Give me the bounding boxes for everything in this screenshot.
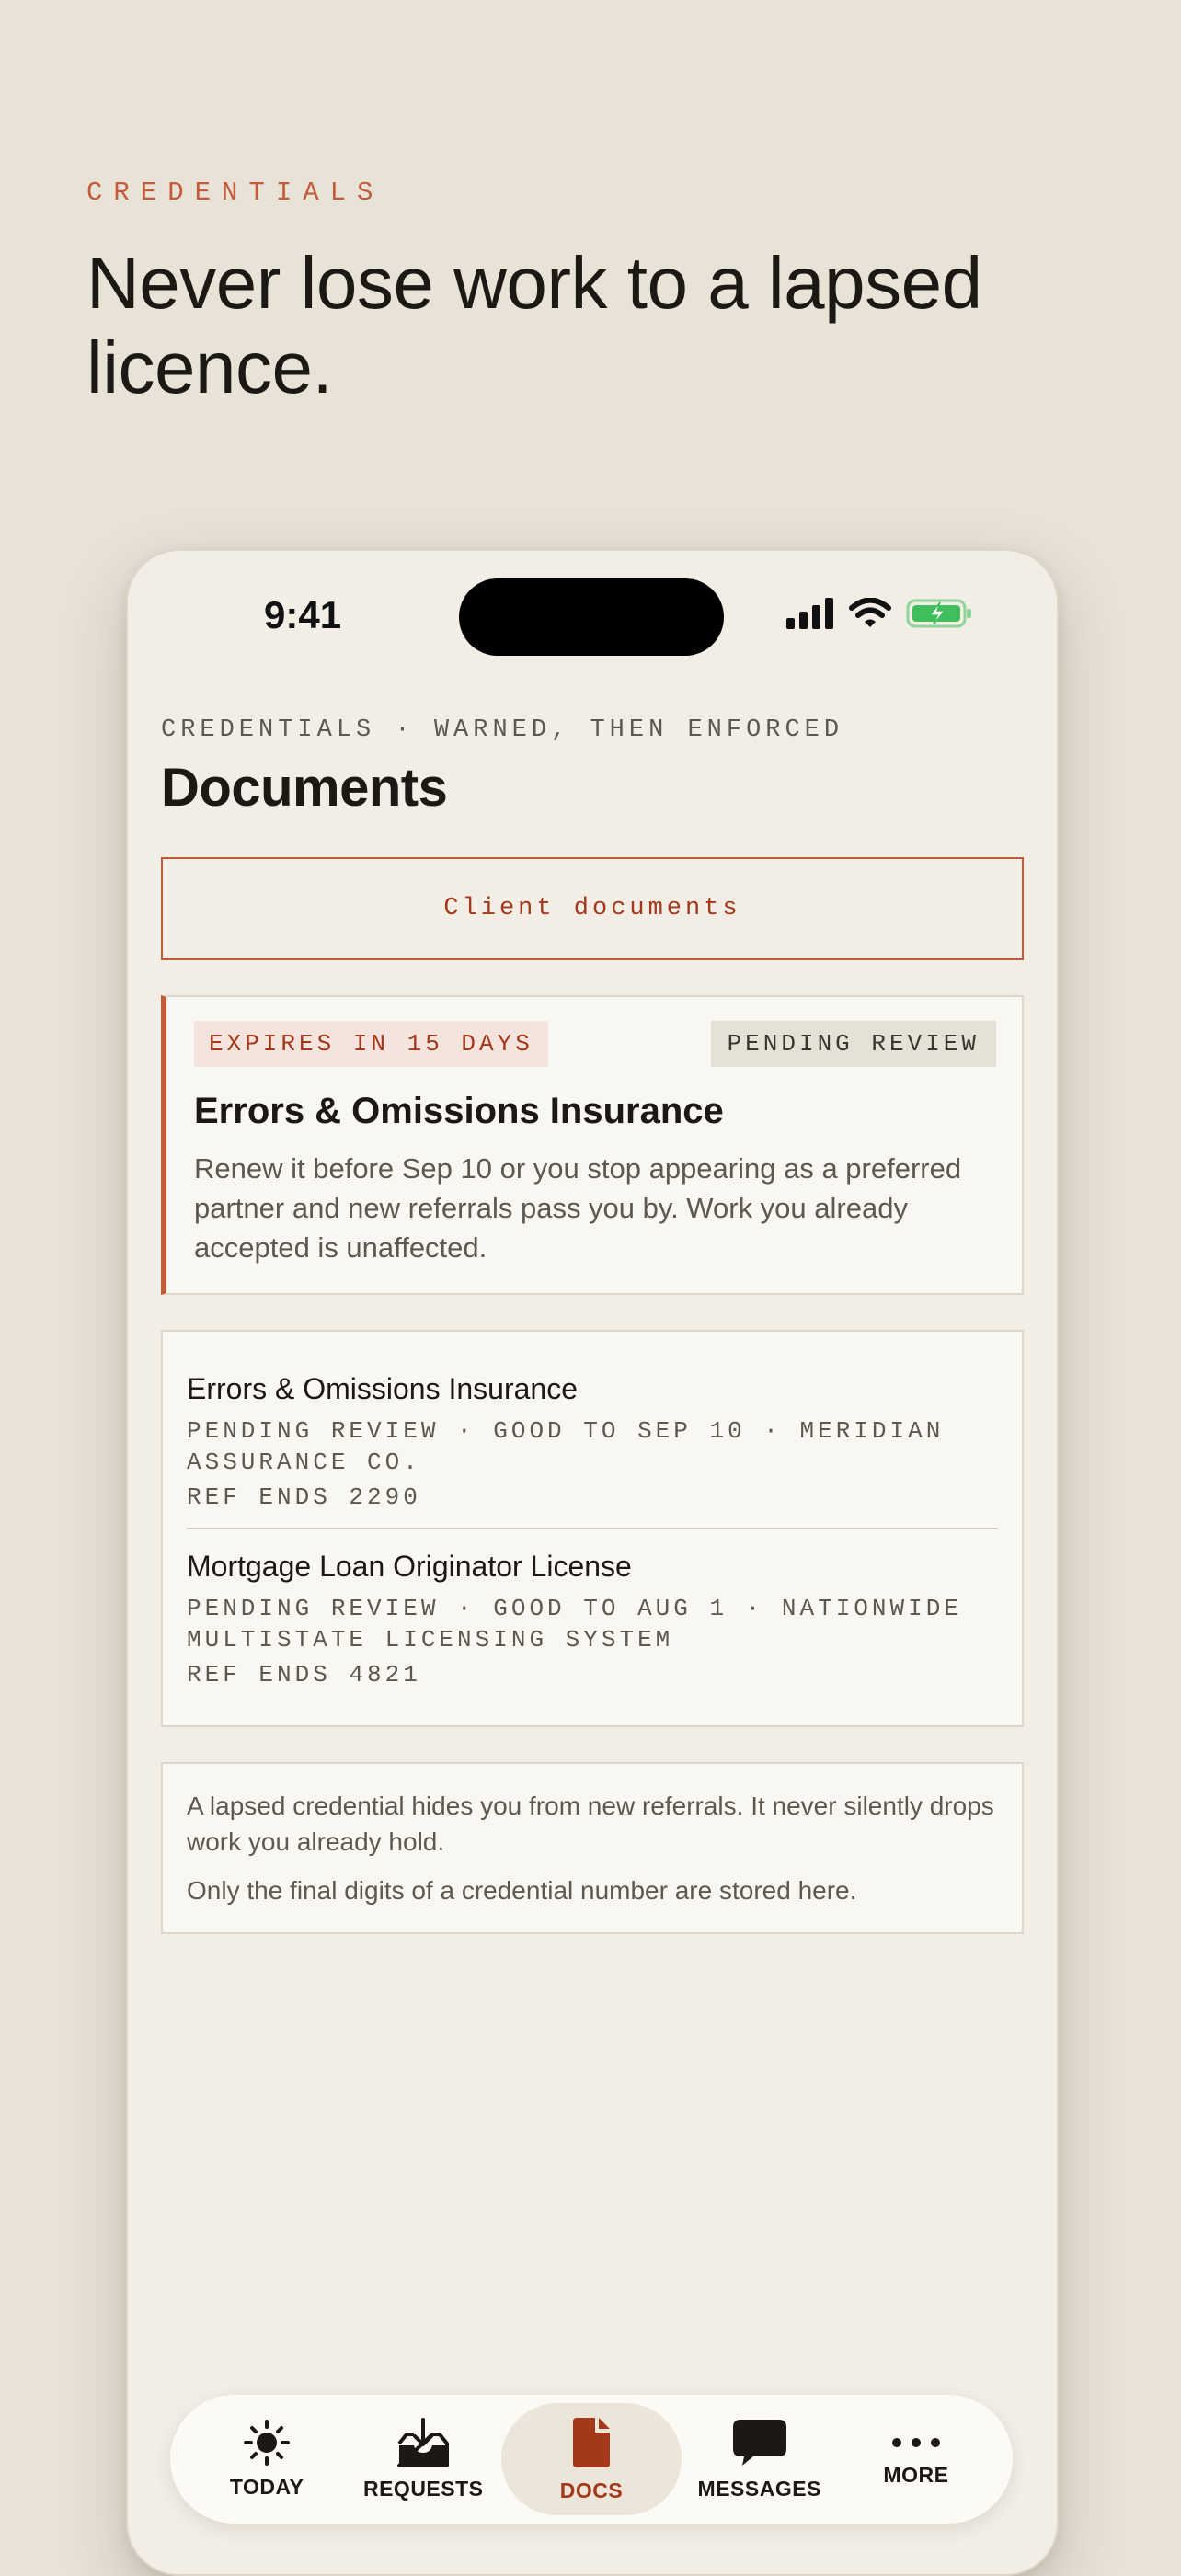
alert-badges xyxy=(194,1021,996,1067)
tab-label: DOCS xyxy=(559,2478,624,2502)
tab-today[interactable] xyxy=(189,2403,345,2515)
chat-bubble-icon xyxy=(731,2418,788,2467)
sun-icon xyxy=(240,2420,293,2466)
dynamic-island xyxy=(459,578,724,656)
documents-list xyxy=(161,1330,1024,1727)
screen-content xyxy=(161,716,1024,1934)
status-icons xyxy=(786,599,974,632)
tab-more[interactable] xyxy=(838,2403,994,2515)
wifi-icon xyxy=(849,598,891,634)
list-item[interactable] xyxy=(187,1528,998,1705)
bottom-tab-bar xyxy=(170,2395,1013,2524)
document-ref: REF ENDS 2290 xyxy=(187,1483,421,1511)
document-icon xyxy=(569,2416,613,2469)
screen-title: Documents xyxy=(161,758,448,818)
inbox-download-icon xyxy=(396,2418,451,2467)
document-title: Mortgage Loan Originator License xyxy=(187,1550,632,1583)
phone-frame xyxy=(126,549,1059,2576)
battery-charging-icon xyxy=(906,598,974,634)
list-item[interactable] xyxy=(187,1372,998,1528)
tab-label: TODAY xyxy=(229,2474,304,2499)
alert-body: Renew it before Sep 10 or you stop appearing as a preferred partner and new referrals pass you by. Work you already accepted is unaffected. xyxy=(194,1152,962,1264)
client-documents-button[interactable]: Client documents xyxy=(161,857,1024,960)
expiry-alert-card[interactable] xyxy=(161,995,1024,1295)
document-meta: PENDING REVIEW · GOOD TO SEP 10 · MERIDIAN ASSURANCE CO. xyxy=(187,1417,945,1476)
status-badge: PENDING REVIEW xyxy=(711,1021,996,1067)
document-meta: PENDING REVIEW · GOOD TO AUG 1 · NATIONWIDE MULTISTATE LICENSING SYSTEM xyxy=(187,1595,962,1654)
note-text: A lapsed credential hides you from new referrals. It never silently drops work you already hold. xyxy=(187,1792,994,1856)
tab-label: MESSAGES xyxy=(697,2476,821,2501)
expires-badge: EXPIRES IN 15 DAYS xyxy=(194,1021,548,1067)
hero-headline: Never lose work to a lapsed licence. xyxy=(86,242,982,408)
document-title: Errors & Omissions Insurance xyxy=(187,1372,579,1405)
document-ref: REF ENDS 4821 xyxy=(187,1661,421,1689)
page-eyebrow: CREDENTIALS xyxy=(86,177,384,208)
ellipsis-icon xyxy=(889,2432,943,2454)
tab-label: MORE xyxy=(883,2462,949,2487)
tab-requests[interactable] xyxy=(345,2403,501,2515)
tab-label: REQUESTS xyxy=(362,2476,484,2501)
alert-title: Errors & Omissions Insurance xyxy=(194,1091,724,1131)
note-text: Only the final digits of a credential number are stored here. xyxy=(187,1876,857,1905)
signal-icon xyxy=(786,598,834,634)
info-note xyxy=(161,1762,1024,1934)
status-time: 9:41 xyxy=(264,593,342,636)
screen-eyebrow: CREDENTIALS · WARNED, THEN ENFORCED xyxy=(161,716,844,744)
tab-docs[interactable] xyxy=(501,2403,681,2515)
tab-messages[interactable] xyxy=(682,2403,838,2515)
